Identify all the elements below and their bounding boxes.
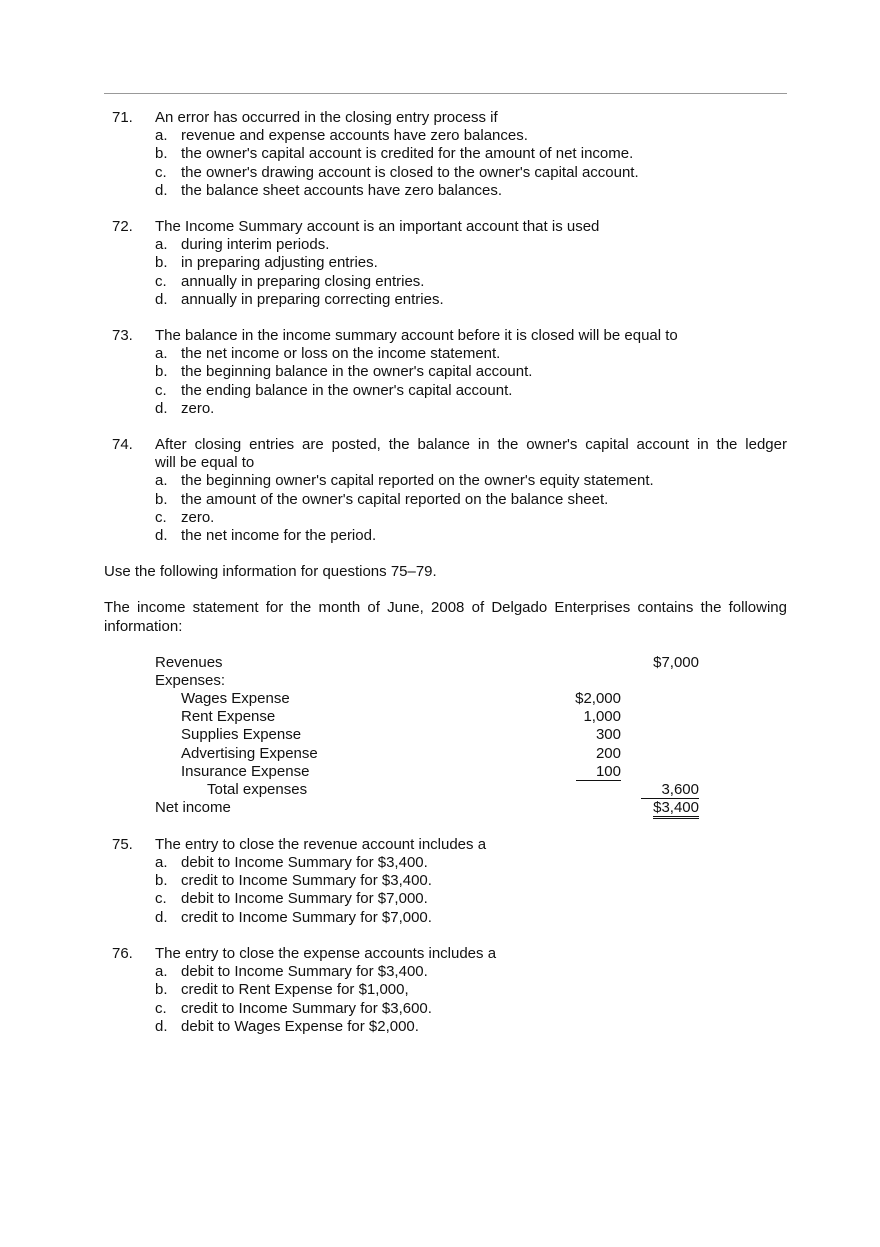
option-text: credit to Income Summary for $7,000. [181,908,432,926]
option-c [104,164,787,182]
expense-label: Advertising Expense [181,744,318,762]
option-text: the owner's drawing account is closed to the owner's capital account. [181,163,639,181]
question-text: The entry to close the revenue account includes a [155,835,487,853]
question-76 [104,945,787,1036]
option-d [104,291,787,309]
option-text: debit to Income Summary for $3,400. [181,963,428,981]
option-b [104,145,787,163]
option-letter: c. [155,508,167,526]
total-expenses-row [104,781,787,799]
option-text: zero. [181,508,215,526]
option-c [104,273,787,291]
option-a [104,963,787,981]
question-number: 76. [112,944,133,962]
question-number: 73. [112,327,133,345]
option-letter: d. [155,908,168,926]
expense-row [104,726,787,744]
option-b [104,981,787,999]
option-text: the balance sheet accounts have zero balances. [181,181,503,199]
expense-row [104,763,787,781]
option-letter: b. [155,872,168,890]
option-d [104,1018,787,1036]
option-d [104,527,787,545]
option-a [104,127,787,145]
expense-value: $2,000 [575,690,621,708]
option-text: in preparing adjusting entries. [181,254,378,272]
option-text: the beginning balance in the owner's capital account. [181,363,533,381]
option-d [104,182,787,200]
option-letter: a. [155,963,168,981]
expenses-label: Expenses: [155,671,226,689]
option-letter: a. [155,472,168,490]
option-a [104,345,787,363]
option-letter: a. [155,127,168,145]
revenues-label: Revenues [155,653,223,671]
net-income-row [104,799,787,817]
statement-intro [104,599,787,635]
question-71 [104,109,787,200]
option-a [104,236,787,254]
expense-label: Insurance Expense [181,762,310,780]
expense-value: 100 [576,764,621,781]
option-letter: c. [155,381,167,399]
question-text: The balance in the income summary account before it is closed will be equal to [155,327,678,345]
page-content [104,109,787,1054]
option-text: annually in preparing correcting entries. [181,290,444,308]
statement-intro-line1: The income statement for the month of June, 2008 of Delgado Enterprises contains the following [104,599,787,617]
revenues-row [104,654,787,672]
option-letter: b. [155,254,168,272]
expense-row [104,745,787,763]
expense-value: 1,000 [583,708,621,726]
option-text: debit to Income Summary for $7,000. [181,890,428,908]
option-letter: d. [155,290,168,308]
option-letter: a. [155,854,168,872]
question-text: The Income Summary account is an important account that is used [155,218,600,236]
option-text: the ending balance in the owner's capital account. [181,381,513,399]
option-letter: b. [155,145,168,163]
option-letter: b. [155,363,168,381]
question-text: An error has occurred in the closing entry process if [155,109,498,126]
option-letter: b. [155,490,168,508]
option-letter: d. [155,527,168,545]
option-letter: d. [155,399,168,417]
question-73 [104,327,787,418]
option-text: the beginning owner's capital reported on the owner's equity statement. [181,472,654,490]
option-text: debit to Wages Expense for $2,000. [181,1017,419,1035]
question-75 [104,836,787,927]
question-74 [104,436,787,545]
option-text: credit to Income Summary for $3,600. [181,999,432,1017]
option-c [104,1000,787,1018]
expense-label: Rent Expense [181,708,276,726]
option-text: the amount of the owner's capital reported on the balance sheet. [181,490,609,508]
expense-row [104,708,787,726]
question-text-line1: After closing entries are posted, the balance in the owner's capital account in the ledger [155,436,787,454]
option-text: credit to Income Summary for $3,400. [181,872,432,890]
question-number: 72. [112,218,133,236]
revenues-value: $7,000 [653,653,699,671]
expense-label: Wages Expense [181,690,290,708]
option-letter: c. [155,890,167,908]
question-number: 71. [112,109,133,126]
option-letter: b. [155,981,168,999]
expense-value: 200 [595,744,621,762]
option-a [104,854,787,872]
option-text: credit to Rent Expense for $1,000, [181,981,409,999]
statement-intro-line2: information: [104,617,183,635]
option-text: the net income for the period. [181,527,377,545]
option-b [104,491,787,509]
option-d [104,909,787,927]
question-text-line2: will be equal to [155,454,255,472]
option-text: revenue and expense accounts have zero balances. [181,127,528,145]
income-statement [104,654,787,818]
question-number: 75. [112,835,133,853]
option-letter: d. [155,181,168,199]
option-b [104,254,787,272]
option-c [104,890,787,908]
option-d [104,400,787,418]
expenses-header-row [104,672,787,690]
option-text: debit to Income Summary for $3,400. [181,854,428,872]
option-a [104,472,787,490]
net-income-value: $3,400 [653,800,699,819]
option-text: the net income or loss on the income statement. [181,345,501,363]
question-text: The entry to close the expense accounts includes a [155,944,497,962]
option-letter: c. [155,163,167,181]
net-income-label: Net income [155,799,231,817]
option-text: annually in preparing closing entries. [181,272,425,290]
option-c [104,509,787,527]
expense-label: Supplies Expense [181,726,302,744]
option-letter: c. [155,272,167,290]
option-letter: a. [155,236,168,254]
option-text: during interim periods. [181,236,330,254]
expense-value: 300 [595,726,621,744]
option-letter: a. [155,345,168,363]
option-letter: c. [155,999,167,1017]
option-text: zero. [181,399,215,417]
total-expenses-label: Total expenses [207,781,308,799]
intro-text: Use the following information for questions 75–79. [104,563,437,581]
expense-row [104,690,787,708]
header-rule [104,93,787,94]
option-text: the owner's capital account is credited for the amount of net income. [181,145,634,163]
option-b [104,363,787,381]
option-c [104,382,787,400]
total-expenses-value: 3,600 [641,782,699,799]
question-number: 74. [112,436,133,454]
question-72 [104,218,787,309]
option-letter: d. [155,1017,168,1035]
option-b [104,872,787,890]
